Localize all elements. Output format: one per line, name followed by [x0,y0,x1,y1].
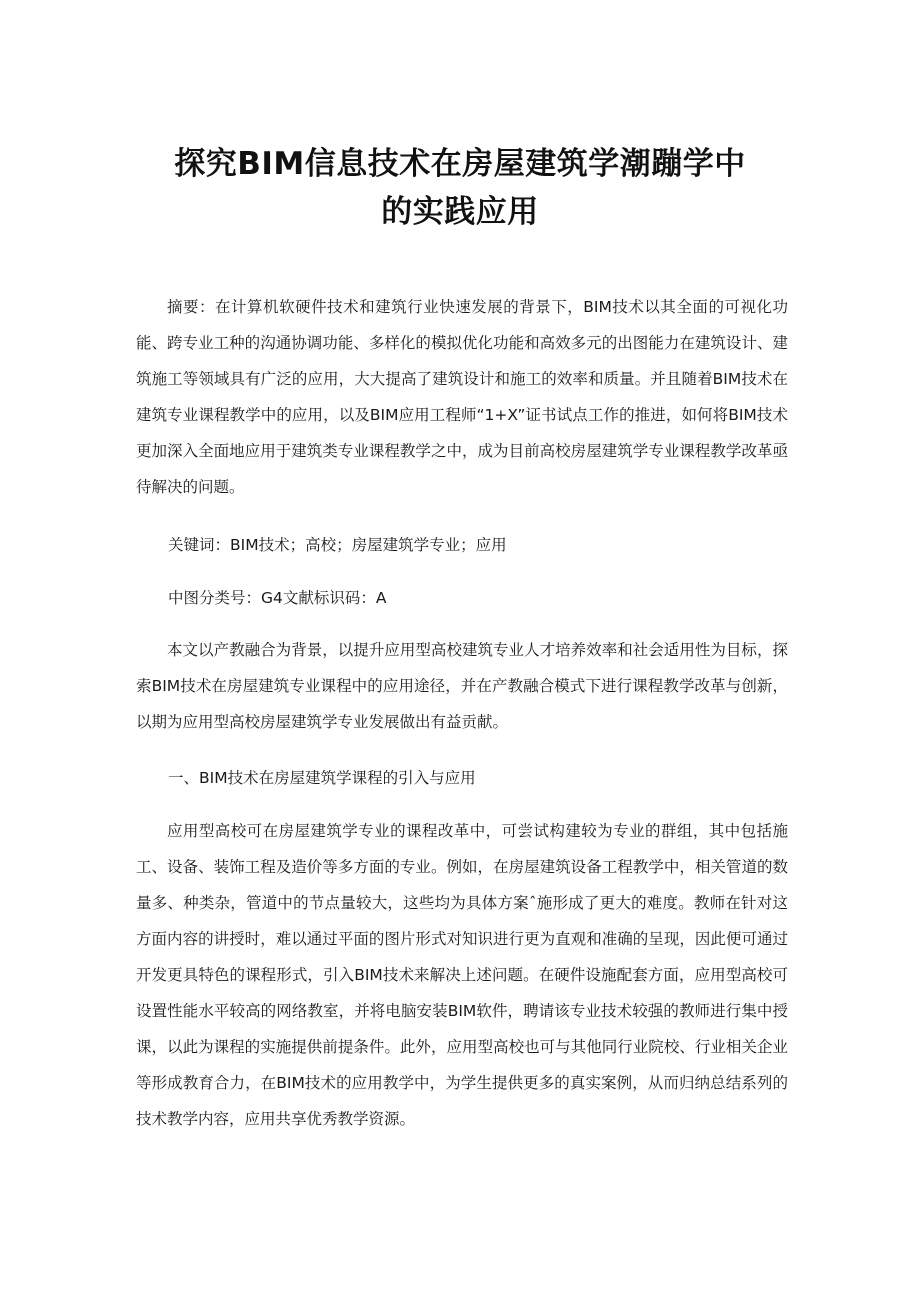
document-title-line-1: 探究BIM信息技术在房屋建筑学潮蹦学中 [174,146,746,182]
section-1-heading: 一、BIM技术在房屋建筑学课程的引入与应用 [168,769,476,787]
classification-line: 中图分类号：G4文献标识码：A [168,589,387,607]
document-title-line-2: 的实践应用 [381,194,539,230]
intro-paragraph: 本文以产教融合为背景，以提升应用型高校建筑专业人才培养效率和社会适用性为目标，探索BIM技术在房屋建筑专业课程中的应用途径，并在产教融合模式下进行课程教学改革与创新，以期为应用型高校房屋建筑学专业发展做出有益贡献。 [136,641,788,731]
keywords-line: 关键词：BIM技术；高校；房屋建筑学专业；应用 [168,536,507,554]
section-1-body-paragraph: 应用型高校可在房屋建筑学专业的课程改革中，可尝试构建较为专业的群组，其中包括施工、设备、装饰工程及造价等多方面的专业。例如，在房屋建筑设备工程教学中，相关管道的数量多、种类杂，管道中的节点量较大，这些均为具体方案ˆ施形成了更大的难度。教师在针对这方面内容的讲授时，难以通过平面的图片形式对知识进行更为直观和准确的呈现，因此便可通过开发更具特色的课程形式，引入BIM技术来解决上述问题。在硬件设施配套方面，应用型高校可设置性能水平较高的网络教室，并将电脑安装BIM软件，聘请该专业技术较强的教师进行集中授课，以此为课程的实施提供前提条件。此外，应用型高校也可与其他同行业院校、行业相关企业等形成教育合力，在BIM技术的应用教学中，为学生提供更多的真实案例，从而归纳总结系列的技术教学内容，应用共享优秀教学资源。 [136,822,788,1128]
abstract-paragraph: 摘要：在计算机软硬件技术和建筑行业快速发展的背景下，BIM技术以其全面的可视化功能、跨专业工种的沟通协调功能、多样化的模拟优化功能和高效多元的出图能力在建筑设计、建筑施工等领域具有广泛的应用，大大提高了建筑设计和施工的效率和质量。并且随着BIM技术在建筑专业课程教学中的应用，以及BIM应用工程师“1+X”证书试点工作的推进，如何将BIM技术更加深入全面地应用于建筑类专业课程教学之中，成为目前高校房屋建筑学专业课程教学改革亟待解决的问题。 [136,298,788,496]
